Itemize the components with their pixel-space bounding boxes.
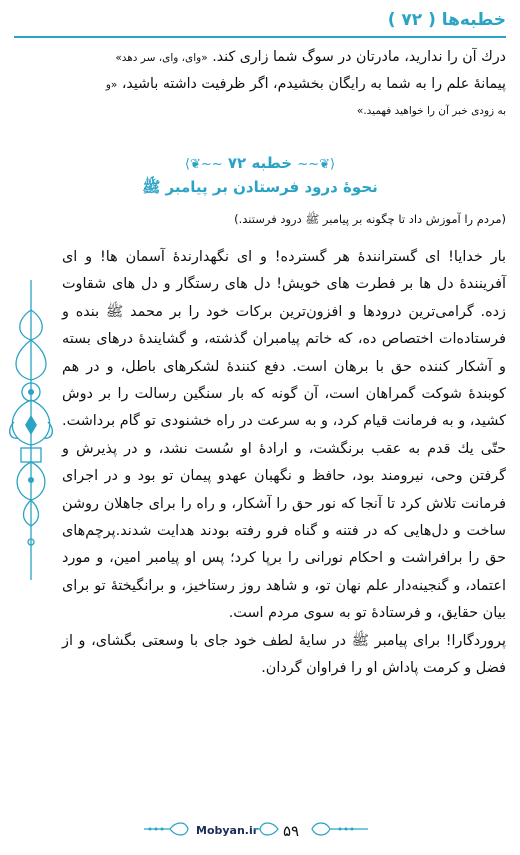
sermon-title	[0, 152, 520, 176]
header-title: خطبه‌ها ( ۷۲ )	[387, 10, 506, 30]
floral-ornament-icon	[6, 280, 56, 580]
page-number: ۵۹	[283, 822, 300, 840]
sermon-body	[62, 244, 506, 683]
page-header	[14, 6, 506, 34]
scroll-ornament-icon: ~~❦⟩	[297, 157, 336, 172]
flourish-ornament-icon	[308, 818, 370, 840]
sermon-subtitle: نحوهٔ درود فرستادن بر پیامبر ﷺ	[142, 178, 378, 196]
site-brand: Mobyan.ir	[196, 824, 259, 837]
sermon-title-text: خطبه ۷۲	[227, 154, 293, 172]
intro-mark: «و	[105, 79, 118, 91]
body-paragraph-1: بار خدایا! ای گسترانندهٔ هر گسترده! و ای نگهدارندهٔ آسمان ها! و ای آفرینندهٔ دل ها بر فطرت های خویش! دل های رستگار و دل های شقاوت زده. گرامی‌ترین درودها و افزون‌ترین بركات خود را بر محمد ﷺ بنده و فرستاده‌ات اختصاص ده، كه خاتم پیامبران گذشته، و گشایندهٔ درهای بسته و آشكار كننده حق با برهان است. دفع كنندهٔ لشكرهای باطل، و در هم كوبندهٔ شوكت گمراهان است، آن گونه كه بار سنگین رسالت را بر دوش كشید، و به فرمانت قیام كرد، و به سرعت در راه خشنودی تو گام برداشت. حتّی یك قدم به عقب برنگشت، و ارادهٔ او سُست نشد، و در پذیرش و گرفتن وحی، نیرومند بود، حافظ و نگهبان عهدو پیمان تو بود و در اجرای فرمانت تلاش كرد تا آنجا كه نور حق را آشكار، و راه را برای جاهلان روشن ساخت و دل‌هایی كه در فتنه و گناه فرو رفته بودند هدایت شدند.پرچم‌های حق را برافراشت و احكام نورانی را برپا كرد؛ پس او پیامبر امین، و مورد اعتماد، و گنجینه‌دار علم نهان تو، و شاهد روز رستاخیز، و برانگیختهٔ تو برای بیان حقایق، و فرستادهٔ تو به سوی مردم است.	[62, 249, 506, 622]
body-paragraph-2: پروردگارا! برای پیامبر ﷺ در سایهٔ لطف خود جای با وسعتی بگشای، و از فضل و كرمت پاداش او را فراوان گردان.	[62, 632, 506, 677]
intro-line-2: پیمانهٔ علم را به شما به رایگان بخشیدم، اگر ظرفیت داشته باشید، «و	[105, 76, 506, 92]
intro-line-3: به زودی خبر آن را خواهید فهمید.»	[356, 105, 506, 117]
header-divider	[14, 36, 506, 38]
intro-note: «وای، وای، سر دهد»	[115, 52, 208, 64]
flourish-ornament-icon	[142, 818, 194, 840]
flourish-ornament-icon	[252, 818, 280, 840]
sermon-note: (مردم را آموزش داد تا چگونه بر پیامبر ﷺ درود فرستند.)	[234, 212, 506, 226]
intro-line-1: درك آن را ندارید، مادرتان در سوگ شما زاری كند. «وای، وای، سر دهد»	[115, 49, 506, 65]
page-footer	[0, 818, 520, 848]
scroll-ornament-icon: ⟨❦~~	[184, 157, 223, 172]
intro-paragraph	[22, 44, 506, 124]
